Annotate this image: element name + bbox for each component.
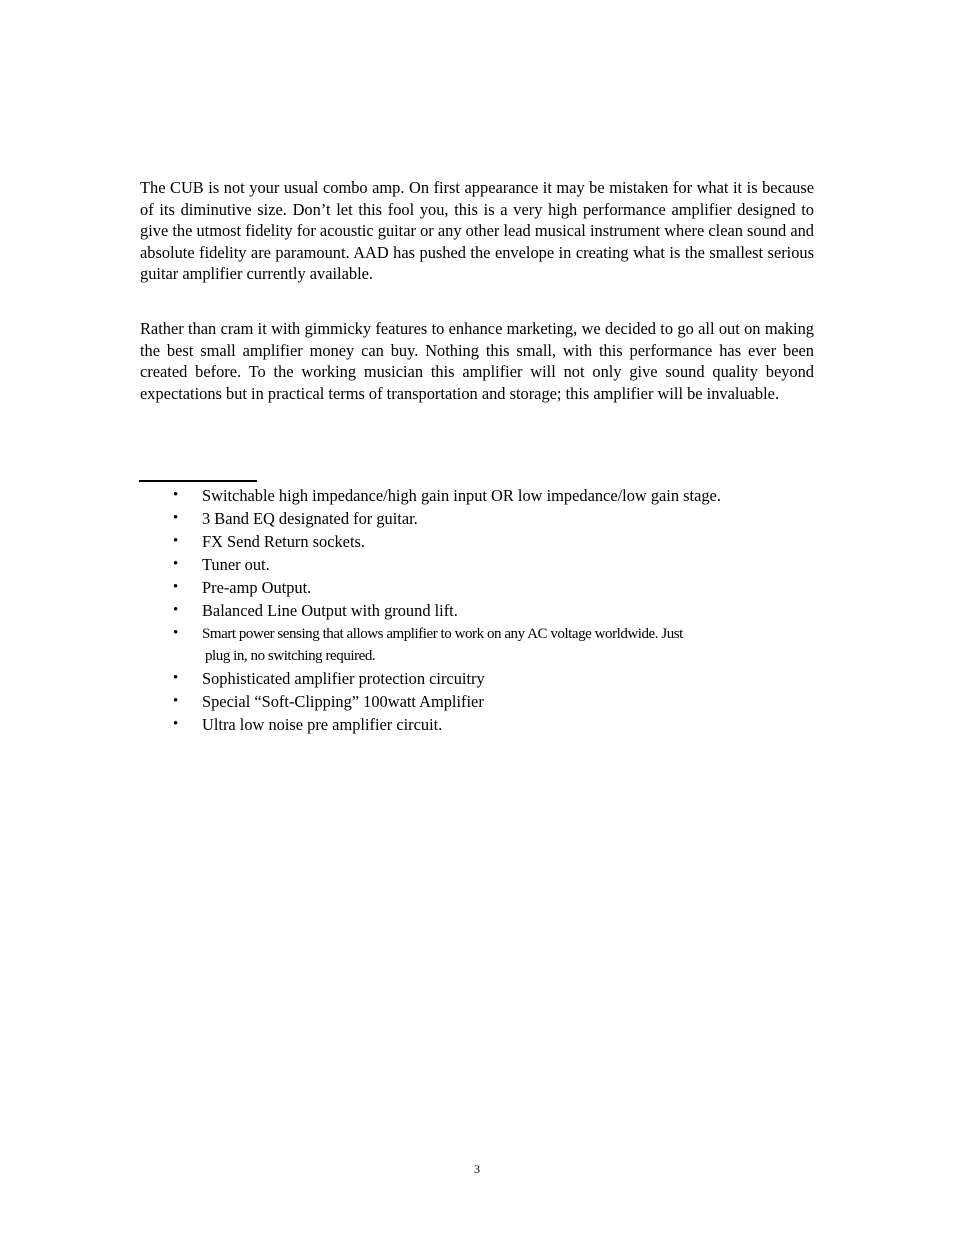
bullet-icon: • bbox=[173, 602, 179, 618]
feature-item-input bbox=[170, 484, 820, 507]
feature-item-eq bbox=[170, 507, 820, 530]
feature-item-fx bbox=[170, 530, 820, 553]
feature-item-balanced bbox=[170, 599, 820, 622]
bullet-icon: • bbox=[173, 693, 179, 709]
feature-item-power bbox=[170, 622, 820, 667]
feature-text-continuation: plug in, no switching required. bbox=[205, 648, 376, 664]
feature-item-tuner bbox=[170, 553, 820, 576]
bullet-icon: • bbox=[173, 487, 179, 503]
bullet-icon: • bbox=[173, 510, 179, 526]
bullet-icon: • bbox=[173, 579, 179, 595]
feature-text: Smart power sensing that allows amplifier to work on any AC voltage worldwide. Just bbox=[202, 626, 683, 642]
feature-text: Balanced Line Output with ground lift. bbox=[202, 601, 458, 620]
feature-item-preamp bbox=[170, 576, 820, 599]
bullet-icon: • bbox=[173, 716, 179, 732]
bullet-icon: • bbox=[173, 670, 179, 686]
feature-text: Switchable high impedance/high gain input OR low impedance/low gain stage. bbox=[202, 486, 721, 505]
feature-text: FX Send Return sockets. bbox=[202, 532, 365, 551]
feature-text: Special “Soft-Clipping” 100watt Amplifier bbox=[202, 692, 484, 711]
page-number: 3 bbox=[474, 1162, 480, 1176]
feature-text: Pre-amp Output. bbox=[202, 578, 312, 597]
intro-paragraph-2: Rather than cram it with gimmicky features to enhance marketing, we decided to go all out on making the best small amplifier money can buy. Nothing this small, with this performance has ever been created before. To the working musician this amplifier will not only give sound quality beyond expectations but in practical terms of transportation and storage; this amplifier will be invaluable. bbox=[140, 319, 814, 403]
bullet-icon: • bbox=[173, 625, 178, 641]
feature-text: Sophisticated amplifier protection circuitry bbox=[202, 669, 485, 688]
section-rule bbox=[139, 480, 257, 482]
bullet-icon: • bbox=[173, 556, 179, 572]
feature-item-noise bbox=[170, 713, 820, 736]
feature-text: Tuner out. bbox=[202, 555, 270, 574]
bullet-icon: • bbox=[173, 533, 179, 549]
intro-paragraph-1: The CUB is not your usual combo amp. On first appearance it may be mistaken for what it is because of its diminutive size. Don’t let this fool you, this is a very high performance amplifier designed to give the utmost fidelity for acoustic guitar or any other lead musical instrument where clean sound and absolute fidelity are paramount. AAD has pushed the envelope in creating what is the smallest serious guitar amplifier currently available. bbox=[140, 178, 814, 283]
feature-text: 3 Band EQ designated for guitar. bbox=[202, 509, 418, 528]
feature-item-amplifier bbox=[170, 690, 820, 713]
feature-item-protection bbox=[170, 667, 820, 690]
feature-list bbox=[170, 484, 820, 736]
feature-text: Ultra low noise pre amplifier circuit. bbox=[202, 715, 443, 734]
